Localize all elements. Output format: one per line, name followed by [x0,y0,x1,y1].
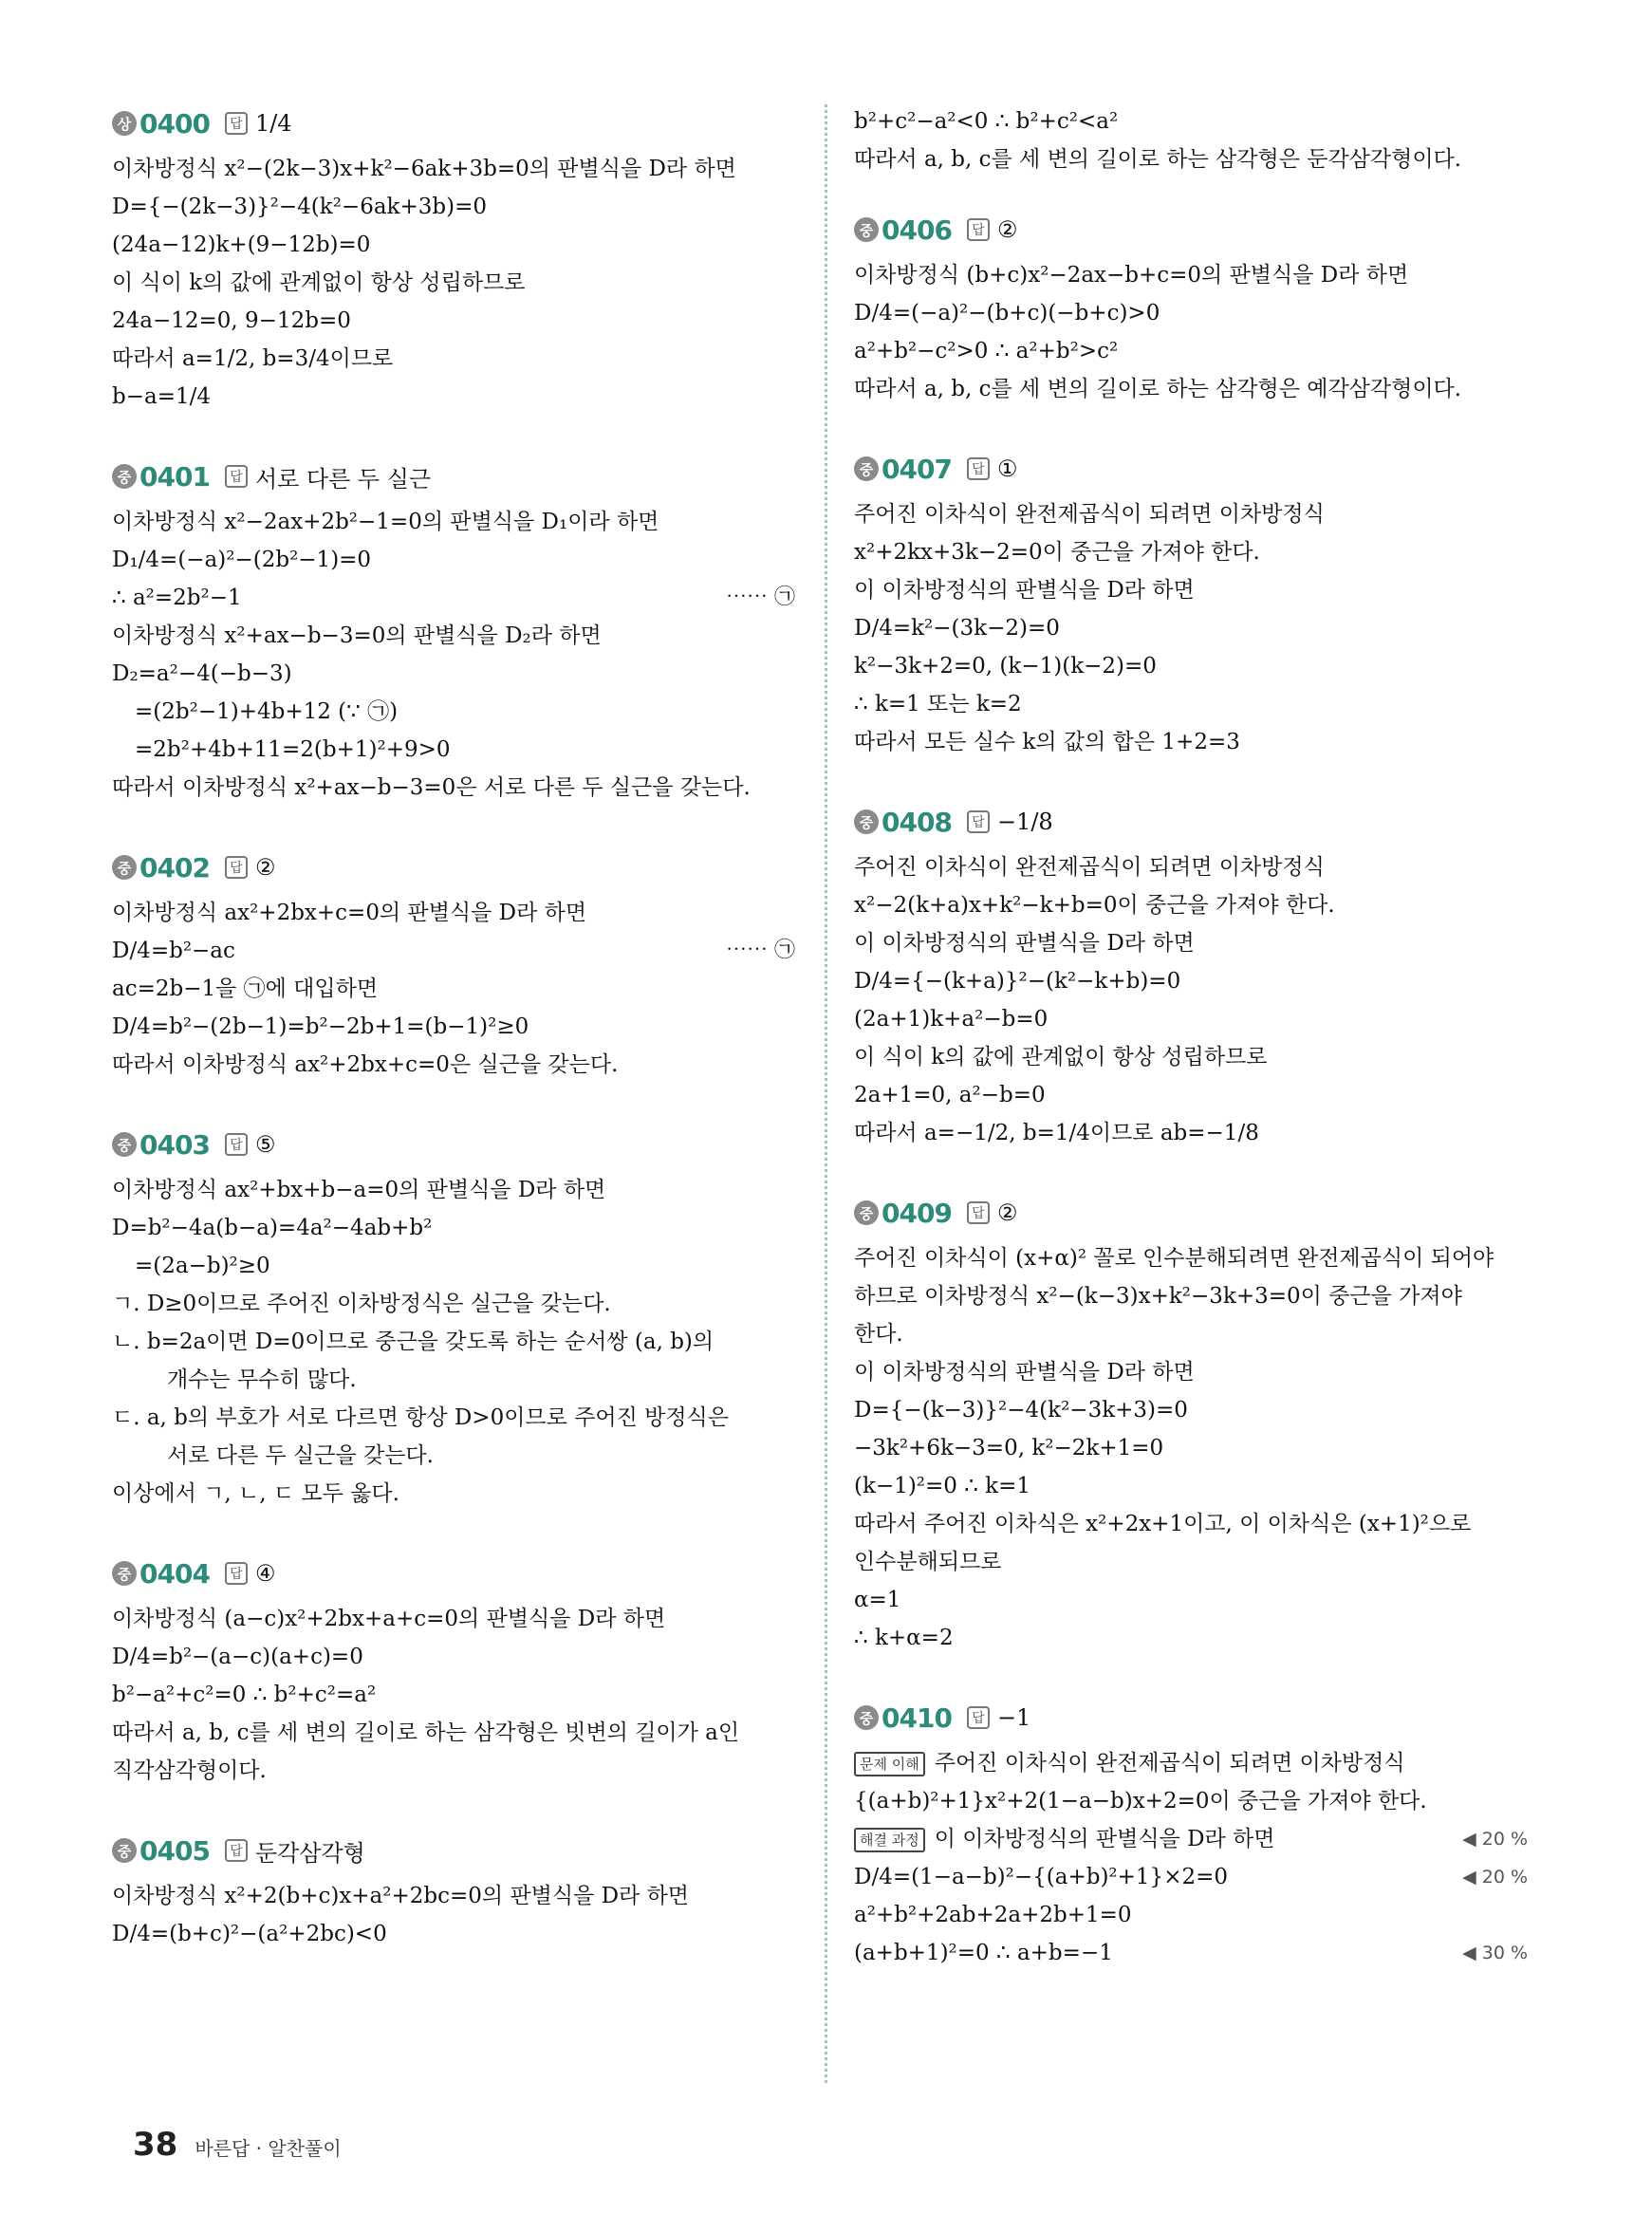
solution-text: 인수분해되므로 [854,1550,1002,1574]
solution-line [854,609,1528,647]
solution-text: 이차방정식 (a−c)x²+2bx+a+c=0의 판별식을 D라 하면 [112,1607,666,1631]
solution-line [112,1247,795,1285]
solution-text: (a+b+1)²=0 ∴ a+b=−1 [854,1941,1113,1965]
solution-line [854,1315,1528,1353]
problem-header [112,846,795,888]
solution-text: (k−1)²=0 ∴ k=1 [854,1474,1031,1498]
solution-line [854,723,1528,761]
answer-icon: 답 [967,810,990,833]
solution-text: ㄷ. a, b의 부호가 서로 다르면 항상 D>0이므로 주어진 방정식은 [112,1405,729,1430]
solution-line [112,1285,795,1323]
solution-line [112,1877,795,1915]
solution-text: 24a−12=0, 9−12b=0 [112,308,351,333]
problem-header [112,1830,795,1871]
problem-0407 [854,448,1528,761]
answer-value: ② [254,854,276,881]
solution-line [854,924,1528,962]
solution-text: 한다. [854,1322,903,1347]
solution-text: ∴ a²=2b²−1 [112,586,242,610]
solution-line [854,1467,1528,1505]
solution-text: 이차방정식 x²+ax−b−3=0의 판별식을 D₂라 하면 [112,623,602,648]
equation-tag: ⋯⋯ ㉠ [726,939,795,962]
solution-line [854,1391,1528,1429]
solution-line [854,1896,1528,1934]
solution-line [854,1076,1528,1114]
problem-number: 0409 [882,1197,952,1229]
solution-text: 이차방정식 (b+c)x²−2ax−b+c=0의 판별식을 D라 하면 [854,263,1409,288]
solution-line [112,1714,795,1752]
score-percentage: ◀ 20 % [1462,1829,1528,1850]
problem-number: 0403 [139,1128,210,1161]
solution-line [854,370,1528,408]
answer-value: ① [996,456,1018,482]
solution-line [854,1429,1528,1467]
problem-0405 [112,1830,795,1953]
step-label: 해결 과정 [854,1828,925,1852]
solution-line [112,1437,795,1475]
problem-header [112,1553,795,1594]
difficulty-badge: 중 [854,809,879,834]
solution-line [112,1209,795,1247]
solution-text: 하므로 이차방정식 x²−(k−3)x+k²−3k+3=0이 중근을 가져야 [854,1284,1462,1309]
solution-line [112,617,795,655]
solution-text: 이 이차방정식의 판별식을 D라 하면 [854,578,1195,603]
solution-line [112,1915,795,1953]
solution-text: 이 이차방정식의 판별식을 D라 하면 [934,1827,1275,1851]
answer-value: 둔각삼각형 [254,1839,365,1867]
difficulty-badge: 중 [854,1200,879,1225]
solution-text: 따라서 이차방정식 ax²+2bx+c=0은 실근을 갖는다. [112,1052,619,1077]
right-problems [854,209,1528,1972]
solution-text: ㄴ. b=2a이면 D=0이므로 중근을 갖도록 하는 순서쌍 (a, b)의 [112,1330,715,1354]
solution-text: D={−(k−3)}²−4(k²−3k+3)=0 [854,1398,1188,1423]
solution-line [112,693,795,731]
solution-line [854,495,1528,533]
solution-text: 이 이차방정식의 판별식을 D라 하면 [854,1360,1195,1385]
problem-number: 0405 [139,1834,210,1867]
difficulty-badge: 중 [854,1705,879,1730]
solution-text: 주어진 이차식이 (x+α)² 꼴로 인수분해되려면 완전제곱식이 되어야 [854,1246,1494,1271]
solution-line [112,302,795,340]
solution-line [854,1858,1528,1896]
solution-text: a²+b²−c²>0 ∴ a²+b²>c² [854,339,1119,363]
solution-line [854,1505,1528,1543]
problem-number: 0407 [882,453,952,485]
solution-text: α=1 [854,1588,901,1612]
solution-text: =(2b²−1)+4b+12 (∵ ㉠) [135,699,399,724]
difficulty-badge: 중 [112,464,137,489]
solution-text: 직각삼각형이다. [112,1758,267,1783]
difficulty-badge: 중 [854,217,879,242]
solution-text: D/4=(1−a−b)²−{(a+b)²+1}×2=0 [854,1865,1228,1889]
solution-text: 따라서 이차방정식 x²+ax−b−3=0은 서로 다른 두 실근을 갖는다. [112,775,751,800]
answer-icon: 답 [225,856,248,879]
difficulty-badge: 중 [112,1838,137,1863]
solution-text: ac=2b−1을 ㉠에 대입하면 [112,976,379,1001]
solution-text: 이차방정식 ax²+bx+b−a=0의 판별식을 D라 하면 [112,1178,606,1202]
solution-line [854,886,1528,924]
problem-0408 [854,801,1528,1152]
answer-icon: 답 [225,112,248,135]
page-footer [133,2126,342,2164]
score-percentage: ◀ 30 % [1462,1943,1528,1963]
solution-line [854,1820,1528,1858]
solution-text: 이상에서 ㄱ, ㄴ, ㄷ 모두 옳다. [112,1481,399,1506]
solution-line [854,1782,1528,1820]
solution-line [854,962,1528,1000]
score-percentage: ◀ 20 % [1462,1867,1528,1888]
solution-text: b−a=1/4 [112,384,211,409]
column-divider [825,104,827,2083]
book-title: 바른답 · 알찬풀이 [195,2137,342,2160]
difficulty-badge: 상 [112,111,137,136]
solution-text: a²+b²+2ab+2a+2b+1=0 [854,1903,1132,1927]
problem-0400 [112,102,795,416]
equation-tag: ⋯⋯ ㉠ [726,586,795,609]
solution-text: 따라서 주어진 이차식은 x²+2x+1이고, 이 이차식은 (x+1)²으로 [854,1512,1472,1536]
solution-line [112,970,795,1008]
solution-line [112,1638,795,1676]
solution-text: 따라서 a, b, c를 세 변의 길이로 하는 삼각형은 둔각삼각형이다. [854,147,1462,172]
solution-line [854,294,1528,332]
problem-header [854,1697,1528,1739]
problem-header [112,456,795,497]
solution-line [854,102,1528,140]
solution-text: 이차방정식 ax²+2bx+c=0의 판별식을 D라 하면 [112,901,587,925]
solution-line [112,1171,795,1209]
solution-line [112,1399,795,1437]
solution-text: D/4=b²−(2b−1)=b²−2b+1=(b−1)²≥0 [112,1014,529,1039]
solution-line [854,1038,1528,1076]
answer-value: ② [996,216,1018,243]
solution-line [112,150,795,188]
solution-text: 이차방정식 x²−2ax+2b²−1=0의 판별식을 D₁이라 하면 [112,510,659,534]
answer-value: −1 [996,1704,1031,1731]
problem-0406 [854,209,1528,408]
solution-line [112,1361,795,1399]
solution-line [112,1323,795,1361]
solution-text: 따라서 a, b, c를 세 변의 길이로 하는 삼각형은 예각삼각형이다. [854,377,1462,401]
problem-header [854,1192,1528,1234]
solution-text: k²−3k+2=0, (k−1)(k−2)=0 [854,654,1157,679]
solution-text: 주어진 이차식이 완전제곱식이 되려면 이차방정식 [854,502,1325,527]
solution-text: D/4=(−a)²−(b+c)(−b+c)>0 [854,301,1160,325]
difficulty-badge: 중 [112,1132,137,1157]
problem-0409 [854,1192,1528,1657]
answer-icon: 답 [225,1839,248,1862]
solution-line [112,226,795,264]
solution-text: ㄱ. D≥0이므로 주어진 이차방정식은 실근을 갖는다. [112,1292,611,1316]
solution-line [854,332,1528,370]
answer-icon: 답 [967,218,990,241]
solution-line [112,894,795,932]
solution-text: 주어진 이차식이 완전제곱식이 되려면 이차방정식 [934,1751,1405,1776]
answer-icon: 답 [967,1706,990,1729]
answer-icon: 답 [225,465,248,488]
solution-line [854,140,1528,178]
solution-line [112,188,795,226]
solution-text: 따라서 모든 실수 k의 값의 합은 1+2=3 [854,730,1240,754]
solution-text: D₂=a²−4(−b−3) [112,661,292,686]
problem-header [112,1124,795,1165]
solution-text: 이차방정식 x²−(2k−3)x+k²−6ak+3b=0의 판별식을 D라 하면 [112,157,736,181]
solution-line [854,256,1528,294]
answer-icon: 답 [967,1201,990,1224]
solution-text: ∴ k+α=2 [854,1626,954,1650]
solution-line [854,533,1528,571]
problem-number: 0410 [882,1702,952,1734]
solution-line [854,848,1528,886]
solution-text: D=b²−4a(b−a)=4a²−4ab+b² [112,1216,433,1240]
problem-number: 0408 [882,806,952,838]
answer-value: 1/4 [254,110,292,137]
difficulty-badge: 중 [112,1561,137,1586]
solution-text: −3k²+6k−3=0, k²−2k+1=0 [854,1436,1164,1460]
solution-text: 이 식이 k의 값에 관계없이 항상 성립하므로 [854,1045,1268,1069]
solution-line [854,1239,1528,1277]
solution-line [854,1277,1528,1315]
solution-line [854,685,1528,723]
answer-icon: 답 [225,1133,248,1156]
solution-text: =2b²+4b+11=2(b+1)²+9>0 [135,737,451,762]
answer-value: ④ [254,1560,276,1587]
solution-text: 개수는 무수히 많다. [167,1367,357,1392]
solution-text: x²−2(k+a)x+k²−k+b=0이 중근을 가져야 한다. [854,893,1335,918]
solution-line [854,1934,1528,1972]
right-column [854,102,1528,2012]
solution-text: 따라서 a, b, c를 세 변의 길이로 하는 삼각형은 빗변의 길이가 a인 [112,1720,740,1745]
solution-text: 2a+1=0, a²−b=0 [854,1083,1046,1107]
solution-line [112,731,795,769]
continued-solution [854,102,1528,178]
solution-line [854,1114,1528,1152]
problem-header [112,102,795,144]
solution-line [854,1353,1528,1391]
solution-text: D={−(2k−3)}²−4(k²−6ak+3b)=0 [112,195,487,219]
solution-text: 이 이차방정식의 판별식을 D라 하면 [854,931,1195,956]
solution-text: 이 식이 k의 값에 관계없이 항상 성립하므로 [112,270,526,295]
solution-line [854,647,1528,685]
difficulty-badge: 중 [854,456,879,481]
solution-text: (2a+1)k+a²−b=0 [854,1007,1049,1032]
problem-0403 [112,1124,795,1513]
problem-0402 [112,846,795,1084]
difficulty-badge: 중 [112,855,137,880]
solution-text: D/4=(b+c)²−(a²+2bc)<0 [112,1922,387,1946]
problem-number: 0406 [882,214,952,246]
solution-text: D/4=b²−ac [112,939,235,963]
problem-header [854,801,1528,843]
solution-text: 따라서 a=−1/2, b=1/4이므로 ab=−1/8 [854,1121,1259,1145]
problem-number: 0402 [139,851,210,883]
solution-line [112,1752,795,1790]
solution-text: b²+c²−a²<0 ∴ b²+c²<a² [854,109,1119,134]
solution-text: D/4={−(k+a)}²−(k²−k+b)=0 [854,969,1181,994]
answer-value: 서로 다른 두 실근 [254,465,432,493]
solution-line [112,1046,795,1084]
problem-0401 [112,456,795,807]
solution-text: 서로 다른 두 실근을 갖는다. [167,1443,434,1468]
solution-text: 이차방정식 x²+2(b+c)x+a²+2bc=0의 판별식을 D라 하면 [112,1884,690,1908]
solution-line [112,579,795,617]
solution-line [112,503,795,541]
left-column [112,102,795,1993]
solution-line [112,1600,795,1638]
solution-line [854,571,1528,609]
solution-text: 따라서 a=1/2, b=3/4이므로 [112,346,394,371]
solution-text: ∴ k=1 또는 k=2 [854,692,1022,716]
problem-number: 0401 [139,460,210,493]
solution-line [854,1000,1528,1038]
page-number: 38 [133,2126,178,2164]
solution-line [854,1619,1528,1657]
solution-text: (24a−12)k+(9−12b)=0 [112,232,371,257]
solution-line [112,932,795,970]
solution-text: b²−a²+c²=0 ∴ b²+c²=a² [112,1683,377,1707]
solution-line [112,541,795,579]
solution-line [854,1581,1528,1619]
answer-icon: 답 [967,457,990,480]
problem-0404 [112,1553,795,1790]
solution-line [112,340,795,378]
answer-value: ② [996,1199,1018,1226]
solution-text: D/4=k²−(3k−2)=0 [854,616,1060,641]
solution-line [112,1475,795,1513]
problem-number: 0400 [139,107,210,139]
solution-line [112,1008,795,1046]
answer-value: ⑤ [254,1131,276,1158]
problem-header [854,209,1528,251]
solution-line [112,1676,795,1714]
solution-text: 주어진 이차식이 완전제곱식이 되려면 이차방정식 [854,855,1325,880]
solution-text: D₁/4=(−a)²−(2b²−1)=0 [112,548,372,572]
answer-icon: 답 [225,1562,248,1585]
solution-line [112,264,795,302]
solution-text: =(2a−b)²≥0 [135,1254,270,1278]
solution-line [112,769,795,807]
problem-number: 0404 [139,1557,210,1590]
solution-line [854,1543,1528,1581]
solution-text: {(a+b)²+1}x²+2(1−a−b)x+2=0이 중근을 가져야 한다. [854,1789,1427,1813]
solution-line [112,655,795,693]
answer-value: −1/8 [996,809,1053,835]
solution-line [112,378,795,416]
solution-text: x²+2kx+3k−2=0이 중근을 가져야 한다. [854,540,1260,565]
problem-0410 [854,1697,1528,1972]
step-label: 문제 이해 [854,1752,925,1776]
solution-line [854,1744,1528,1782]
solution-text: D/4=b²−(a−c)(a+c)=0 [112,1645,363,1669]
problem-header [854,448,1528,490]
